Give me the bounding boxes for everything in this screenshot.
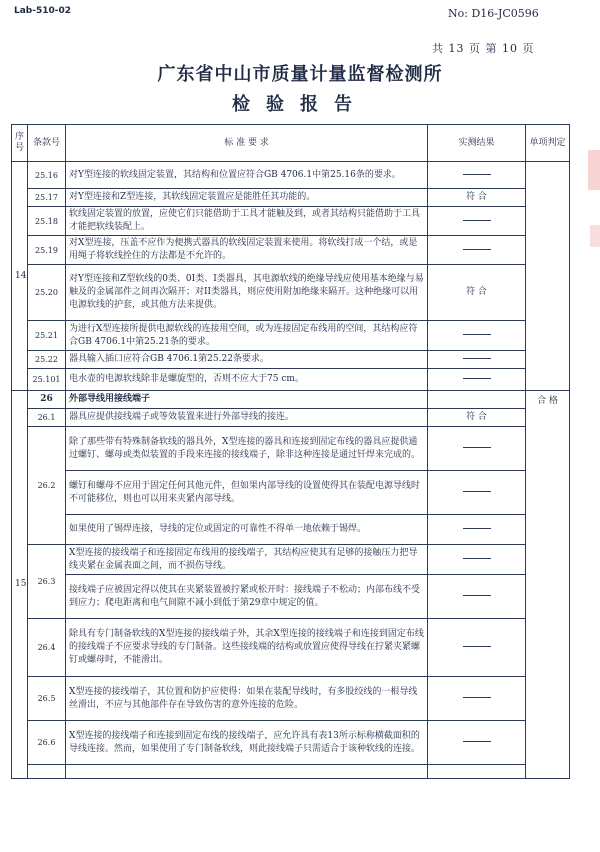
row-requirement: 对Y型连接和Z型连接，其软线固定装置应是能胜任其功能的。 [66, 189, 428, 207]
table-row [12, 515, 570, 545]
table-row [12, 351, 570, 369]
table-row [12, 471, 570, 515]
red-stamp-mark-2 [590, 225, 600, 247]
table-row [12, 162, 570, 189]
row-requirement: X型连接的接线端子，其位置和防护应使得：如果在装配导线时，有多股绞线的一根导线丝滑出，不应与其他部件存在导致伤害的意外连接的危险。 [66, 677, 428, 721]
row-requirement [66, 765, 428, 779]
dash-mark [463, 334, 491, 335]
row-result [428, 369, 526, 391]
table-row [12, 369, 570, 391]
row-result: 符 合 [428, 265, 526, 321]
row-clause: 25.17 [28, 189, 66, 207]
section-seq: 15 [12, 391, 28, 779]
table-row [12, 575, 570, 619]
row-requirement: 如果使用了锡焊连接，导线的定位或固定的可靠性不得单一地依赖于锡焊。 [66, 515, 428, 545]
row-result [428, 471, 526, 515]
row-result [428, 207, 526, 236]
row-result: 符 合 [428, 189, 526, 207]
row-requirement: 器具输入插口应符合GB 4706.1第25.22条要求。 [66, 351, 428, 369]
dash-mark [463, 358, 491, 359]
row-clause: 26.6 [28, 721, 66, 765]
dash-mark [463, 595, 491, 596]
section-judgement: 合 格 [526, 391, 570, 779]
row-requirement: 为进行X型连接所提供电源软线的连接用空间，或为连接固定布线用的空间，其结构应符合GB 4706.1中第25.21条的要求。 [66, 321, 428, 351]
dash-mark [463, 491, 491, 492]
table-row [12, 545, 570, 575]
report-title: 检验报告 [232, 94, 368, 115]
dash-mark [463, 378, 491, 379]
table-row [12, 189, 570, 207]
row-clause: 26.3 [28, 545, 66, 619]
row-clause: 25.20 [28, 265, 66, 321]
row-requirement: 对Y型连接的软线固定装置，其结构和位置应符合GB 4706.1中第25.16条的要求。 [66, 162, 428, 189]
row-requirement: X型连接的接线端子和连接到固定布线的接线端子，应允许具有表13所示标称横截面积的导线连接。然而，如果使用了专门制备软线，则此接线端子只需适合于该种软线的连接。 [66, 721, 428, 765]
row-result [428, 351, 526, 369]
row-result [428, 515, 526, 545]
row-clause: 25.22 [28, 351, 66, 369]
row-requirement: 除了那些带有特殊制备软线的器具外，X型连接的器具和连接到固定布线的器具应提供通过螺钉、螺母或类似装置的手段来连接的接线端子，除非这种连接是通过钎焊来完成的。 [66, 427, 428, 471]
row-clause: 25.16 [28, 162, 66, 189]
row-clause: 26.4 [28, 619, 66, 677]
row-clause: 26.1 [28, 409, 66, 427]
row-requirement: X型连接的接线端子和连接固定布线用的接线端子，其结构应使其有足够的接触压力把导线夹紧在金属表面之间，而不损伤导线。 [66, 545, 428, 575]
section-clause: 26 [28, 391, 66, 409]
row-clause: 26.2 [28, 427, 66, 545]
table-row [12, 619, 570, 677]
report-number: No: D16-JC0596 [448, 7, 539, 20]
dash-mark [463, 646, 491, 647]
table-row [12, 427, 570, 471]
row-result [428, 677, 526, 721]
table-row [12, 409, 570, 427]
row-result [428, 545, 526, 575]
header-result: 实测结果 [428, 125, 526, 162]
row-seq: 14 [12, 162, 28, 391]
dash-mark [463, 528, 491, 529]
row-clause [28, 765, 66, 779]
table-header-row [12, 125, 570, 162]
page-info: 共 13 页 第 10 页 [432, 42, 535, 55]
table-row [12, 236, 570, 265]
header-requirement: 标 准 要 求 [66, 125, 428, 162]
row-result [428, 575, 526, 619]
dash-mark [463, 174, 491, 175]
row-result [428, 721, 526, 765]
table-row [12, 207, 570, 236]
dash-mark [463, 741, 491, 742]
row-requirement: 电水壶的电源软线除非是螺旋型的，否则不应大于75 cm。 [66, 369, 428, 391]
row-result [428, 321, 526, 351]
row-clause: 26.5 [28, 677, 66, 721]
section-header-row [12, 391, 570, 409]
table-row-blank [12, 765, 570, 779]
header-judgement: 单项判定 [526, 125, 570, 162]
section-title: 外部导线用接线端子 [66, 391, 428, 409]
row-result [428, 236, 526, 265]
row-requirement: 除具有专门制备软线的X型连接的接线端子外，其余X型连接的接线端子和连接到固定布线的接线端子不应要求导线的专门制备。这些接线端的结构或放置应使得导线在拧紧夹紧螺钉或螺母时，不能滑出。 [66, 619, 428, 677]
org-title: 广东省中山市质量计量监督检测所 [157, 64, 443, 85]
dash-mark [463, 249, 491, 250]
row-requirement: 对X型连接，压盖不应作为便携式器具的软线固定装置来使用。将软线打成一个结，或是用绳子将软线拴住的方法都是不允许的。 [66, 236, 428, 265]
row-clause: 25.19 [28, 236, 66, 265]
red-stamp-mark [588, 150, 600, 190]
header-seq: 序号 [12, 125, 28, 162]
row-requirement: 对Y型连接和Z型软线的0类、0I类、I类器具，其电源软线的绝缘导线应使用基本绝缘与易触及的金属部件之间再次隔开；对II类器具，则应使用附加绝缘来隔开。这种绝缘可以用电源软线的护套，或其他方法来提供。 [66, 265, 428, 321]
row-result: 符 合 [428, 409, 526, 427]
row-clause: 25.21 [28, 321, 66, 351]
row-requirement: 软线固定装置的放置，应使它们只能借助于工具才能触及到，或者其结构只能借助于工具才能把软线装配上。 [66, 207, 428, 236]
row-result [428, 619, 526, 677]
section-result [428, 391, 526, 409]
row-result [428, 765, 526, 779]
row-result [428, 162, 526, 189]
row-requirement: 接线端子应被固定得以使其在夹紧装置被拧紧或松开时：接线端子不松动；内部布线不受到应力；爬电距离和电气间隙不减小到低于第29章中规定的值。 [66, 575, 428, 619]
dash-mark [463, 447, 491, 448]
row-requirement: 螺钉和螺母不应用于固定任何其他元件，但如果内部导线的设置使得其在装配电源导线时不可能移位，则也可以用来夹紧内部导线。 [66, 471, 428, 515]
table-row [12, 321, 570, 351]
row-clause: 25.18 [28, 207, 66, 236]
table-row [12, 265, 570, 321]
dash-mark [463, 220, 491, 221]
row-judgement [526, 162, 570, 391]
dash-mark [463, 697, 491, 698]
table-row [12, 677, 570, 721]
table-row [12, 721, 570, 765]
dash-mark [463, 558, 491, 559]
row-clause: 25.101 [28, 369, 66, 391]
lab-code: Lab-510-02 [14, 6, 72, 16]
row-result [428, 427, 526, 471]
header-clause: 条款号 [28, 125, 66, 162]
inspection-table [11, 124, 570, 779]
row-requirement: 器具应提供接线端子或等效装置来进行外部导线的接连。 [66, 409, 428, 427]
